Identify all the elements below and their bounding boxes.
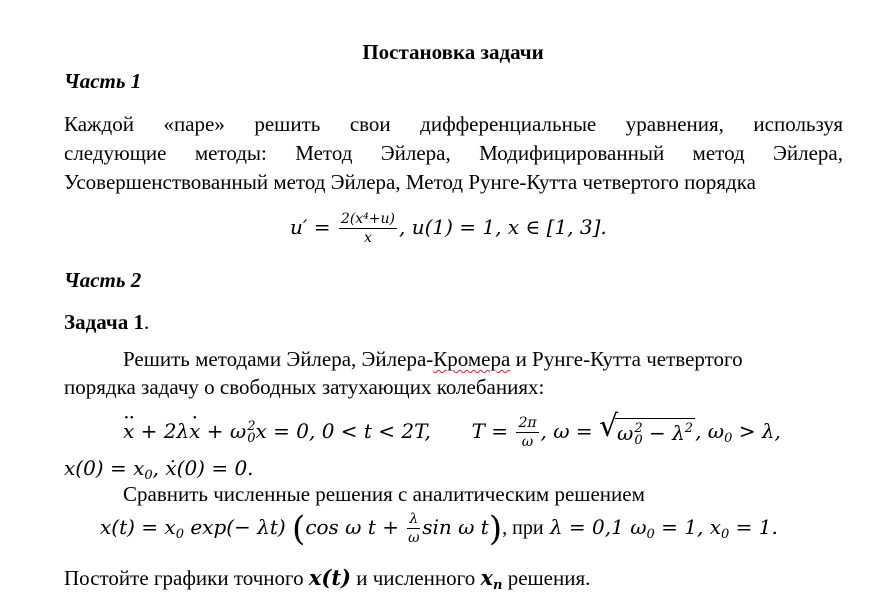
sqrt-omega: ω xyxy=(617,421,634,446)
ode-omega-sub: 0 xyxy=(247,430,256,446)
ode-omega-gt: , ω xyxy=(695,419,725,443)
task-label: Задача 1 xyxy=(64,310,144,334)
ode-T-eq: T = xyxy=(471,419,509,443)
sqrt-radicand xyxy=(615,418,695,447)
ode-T-fraction xyxy=(516,414,538,451)
ode-T-denominator: ω xyxy=(521,434,534,450)
sol-x0-sub-2: 0 xyxy=(720,527,730,542)
final-text-b: и численного xyxy=(350,566,481,590)
final-bold-xt: x(t) xyxy=(308,565,351,590)
sol-right-paren: ) xyxy=(488,509,503,549)
task-dot: . xyxy=(143,310,150,334)
ode-x-ddot: x ·· xyxy=(123,419,134,443)
sol-tail-text: , при xyxy=(502,517,544,539)
sol-params: λ = 0,1 ω xyxy=(549,515,647,539)
ode-x-eq: x = 0, 0 < t < 2T, xyxy=(255,419,431,443)
intro-misspelled-word: Кромера xyxy=(433,347,511,371)
sqrt-omega-sub: 0 xyxy=(634,432,643,448)
initial-x0-sub: 0 xyxy=(144,468,153,483)
intro-part-b: и Рунге-Кутта четвертого xyxy=(510,347,743,371)
sol-left-paren: ( xyxy=(292,509,306,549)
eq1-lhs: u′ = xyxy=(290,215,331,239)
part1-line-1: Каждой «паре» решить свои дифференциальные уравнения, используя xyxy=(64,112,843,136)
part1-line-3: Усовершенствованный метод Эйлера, Метод Рунге-Кутта четвертого порядка xyxy=(64,170,756,194)
ode-omega-sq: 2 xyxy=(247,418,256,434)
task-intro-line2: порядка задачу о свободных затухающих колебаниях: xyxy=(64,375,545,399)
sol-fraction xyxy=(407,510,420,547)
ode-omega-eq: , ω = xyxy=(540,419,593,443)
sol-params2: = 1, x xyxy=(654,515,721,539)
sqrt-radical-icon: √ xyxy=(599,409,619,445)
ode-omega0-sub: 0 xyxy=(724,431,733,446)
sol-sin: sin ω t xyxy=(422,515,489,539)
sol-frac-den: ω xyxy=(408,530,420,546)
ode-plus-2lambda: + 2λ xyxy=(134,419,190,443)
intro-part-a: Решить методами Эйлера, Эйлера- xyxy=(123,347,434,371)
final-instruction xyxy=(64,565,590,593)
ode-x-dot: x · xyxy=(189,419,200,443)
compare-text: Сравнить численные решения с аналитическим решением xyxy=(123,482,645,506)
eq1-fraction xyxy=(339,210,397,247)
part1-line-2: следующие методы: Метод Эйлера, Модифицированный метод Эйлера, xyxy=(64,141,843,165)
final-text-a: Постойте графики точного xyxy=(64,566,309,590)
task-title xyxy=(64,310,149,335)
sol-cos: cos ω t + xyxy=(305,515,406,539)
part1-paragraph xyxy=(64,110,843,197)
sqrt-minus-lambda: − λ xyxy=(642,421,685,446)
sqrt-omega-supsub xyxy=(634,420,643,448)
ode-T-numerator: 2π xyxy=(518,415,537,431)
ode-gt-lambda: > λ, xyxy=(732,419,781,443)
eq1-denominator: x xyxy=(364,230,372,246)
final-bold-xn-sub: n xyxy=(492,578,503,593)
sqrt-lambda-sq: 2 xyxy=(684,421,694,437)
ode-sqrt xyxy=(599,409,695,448)
initial-x0: x(0) = x xyxy=(64,456,145,480)
part1-heading: Часть 1 xyxy=(64,69,142,93)
initial-conditions xyxy=(64,456,254,483)
ode-omega-supsub xyxy=(247,418,256,446)
ode-plus-omega: + ω xyxy=(200,419,247,443)
sol-x0-sub: 0 xyxy=(175,527,184,542)
part2-heading: Часть 2 xyxy=(64,268,142,292)
sol-omega0-sub: 0 xyxy=(646,527,655,542)
analytic-solution xyxy=(100,510,778,547)
eq1-rest: , u(1) = 1, x ∈ [1, 3]. xyxy=(399,215,607,239)
sol-params3: = 1. xyxy=(729,515,778,539)
eq1-numerator: 2(x⁴+u) xyxy=(340,211,395,227)
final-text-c: решения. xyxy=(502,566,591,590)
sol-lhs: x(t) = x xyxy=(100,515,176,539)
part1-equation xyxy=(290,210,607,247)
sol-exp: exp(− λt) xyxy=(183,515,286,539)
task-intro-line1 xyxy=(123,347,743,372)
ode-equation xyxy=(123,409,781,451)
page-title: Постановка задачи xyxy=(362,40,544,64)
sol-frac-num: λ xyxy=(409,511,419,527)
initial-rest: , ẋ(0) = 0. xyxy=(152,456,254,480)
sqrt-omega-sq: 2 xyxy=(634,420,643,436)
final-bold-xn: x xyxy=(480,565,493,590)
